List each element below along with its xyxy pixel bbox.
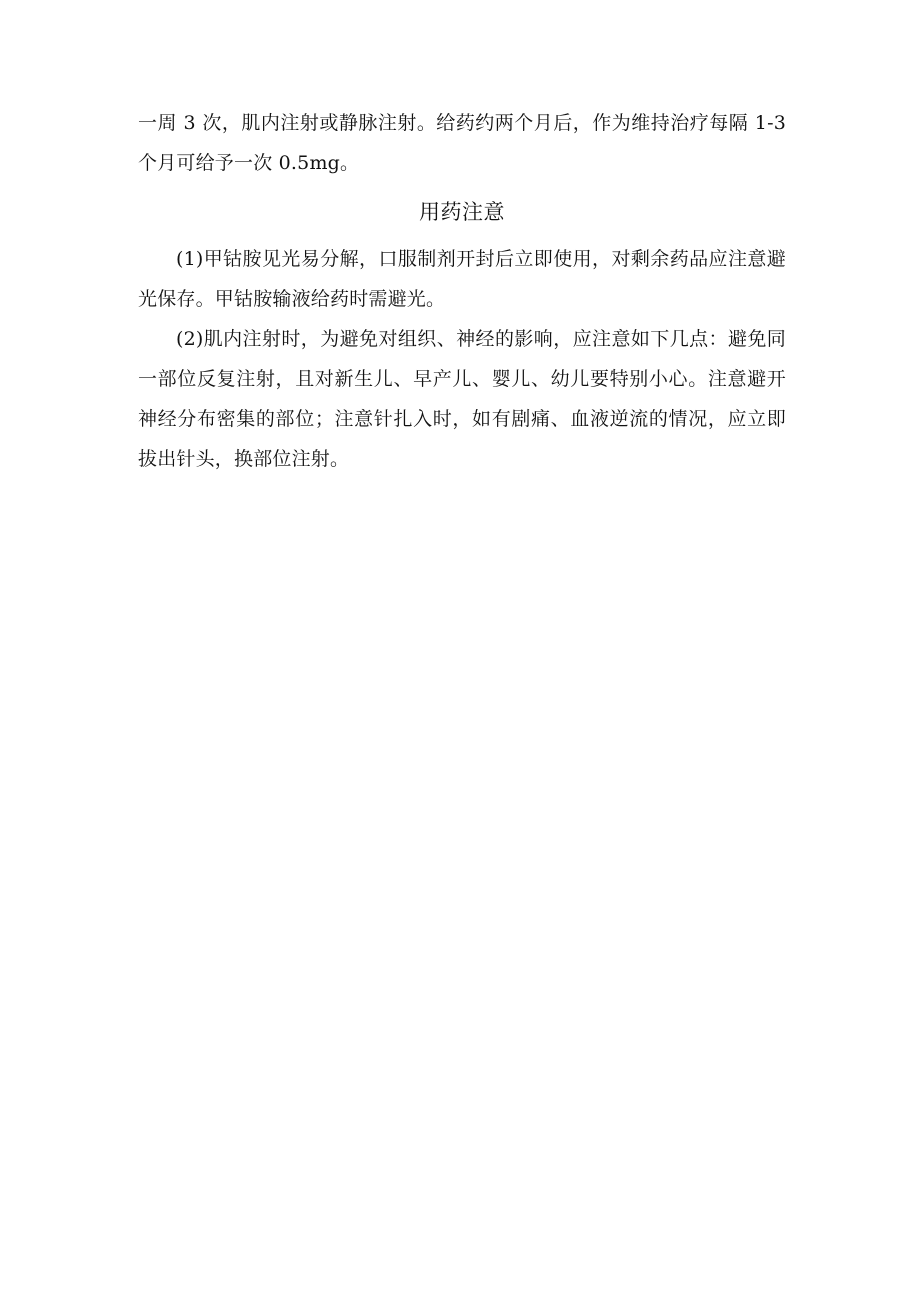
note-paragraph-1: (1)甲钴胺见光易分解，口服制剂开封后立即使用，对剩余药品应注意避光保存。甲钴胺输液给药时需避光。	[138, 248, 786, 310]
intro-paragraph: 一周 3 次，肌内注射或静脉注射。给药约两个月后，作为维持治疗每隔 1-3 个月可给予一次 0.5mg。	[138, 112, 786, 174]
section-title: 用药注意	[419, 200, 505, 224]
document-page	[138, 103, 786, 479]
note-paragraph-2: (2)肌内注射时，为避免对组织、神经的影响，应注意如下几点：避免同一部位反复注射，且对新生儿、早产儿、婴儿、幼儿要特别小心。注意避开神经分布密集的部位；注意针扎入时，如有剧痛、血液逆流的情况，应立即拔出针头，换部位注射。	[138, 328, 786, 470]
